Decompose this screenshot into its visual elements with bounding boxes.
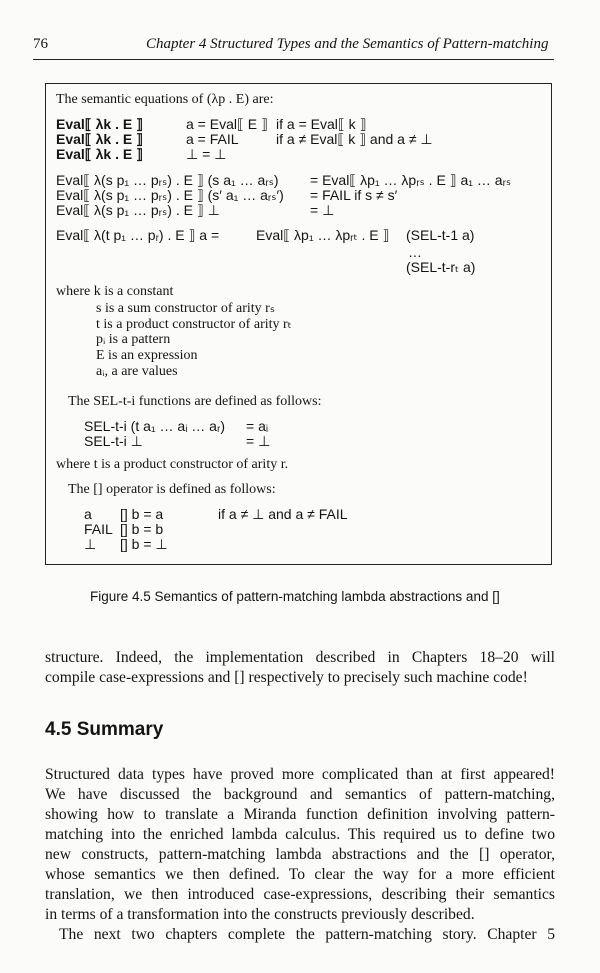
figure-caption: Figure 4.5 Semantics of pattern-matching lambda abstractions and [] xyxy=(90,589,500,604)
paragraph xyxy=(45,765,555,925)
figure-box xyxy=(45,83,552,565)
eq3-tag1: (SEL-t-1 a) xyxy=(406,227,475,243)
text-line: We have discussed the background and semantics of pattern-matching, xyxy=(45,786,555,803)
running-head: Chapter 4 Structured Types and the Semantics of Pattern-matching xyxy=(146,36,549,52)
eq1-cond: if a ≠ Eval⟦ k ⟧ and a ≠ ⊥ xyxy=(276,131,433,147)
text-line: showing how to translate a Miranda function definition involving pattern- xyxy=(45,806,555,823)
where-item: s is a sum constructor of arity rₛ xyxy=(96,301,276,316)
section-heading: 4.5 Summary xyxy=(45,719,164,740)
where-item: pᵢ is a pattern xyxy=(96,332,171,347)
paragraph xyxy=(45,925,555,945)
eq2-lhs: Eval⟦ λ(s p₁ … pᵣₛ) . E ⟧ (s a₁ … aᵣₛ) xyxy=(56,172,279,188)
eq2-rhs: = ⊥ xyxy=(310,202,335,218)
op-eq-lhs: FAIL xyxy=(84,521,113,537)
where-t: where t is a product constructor of arity r. xyxy=(56,457,289,472)
op-intro: The [] operator is defined as follows: xyxy=(68,482,276,497)
eq1-mid: ⊥ = ⊥ xyxy=(186,146,227,162)
text-line: Structured data types have proved more complicated than at first appeared! xyxy=(45,766,555,783)
sel-intro: The SEL-t-i functions are defined as follows: xyxy=(68,394,322,409)
paragraph xyxy=(45,648,555,688)
op-eq-rhs: [] b = ⊥ xyxy=(120,536,168,552)
eq2-rhs: = FAIL if s ≠ s′ xyxy=(310,187,398,203)
text-line: whose semantics we then defined. To clear the way for a more efficient xyxy=(45,866,555,883)
eq1-mid: a = Eval⟦ E ⟧ xyxy=(186,116,268,132)
op-eq-rhs: [] b = a xyxy=(120,506,164,522)
op-eq-cond: if a ≠ ⊥ and a ≠ FAIL xyxy=(218,506,348,522)
sel-eq-lhs: SEL-t-i ⊥ xyxy=(84,433,143,449)
where-intro: where k is a constant xyxy=(56,284,174,299)
text-line: matching into the enriched lambda calculus. This required us to define two xyxy=(45,826,555,843)
sel-eq-rhs: = ⊥ xyxy=(246,433,271,449)
eq1-cond: if a = Eval⟦ k ⟧ xyxy=(276,116,367,132)
page-number: 76 xyxy=(33,36,48,52)
text-line: translation, we then introduced case-expressions, describing their semantics xyxy=(45,886,555,903)
eq1-lhs: Eval⟦ λk . E ⟧ xyxy=(56,131,144,147)
text-line: The next two chapters complete the pattern-matching story. Chapter 5 xyxy=(59,926,555,943)
op-eq-rhs: [] b = b xyxy=(120,521,164,537)
where-item: aᵢ, a are values xyxy=(96,364,178,379)
where-item: t is a product constructor of arity rₜ xyxy=(96,317,292,332)
eq3-lhs: Eval⟦ λ(t p₁ … pᵣ) . E ⟧ a = xyxy=(56,227,220,243)
op-eq-lhs: a xyxy=(84,506,92,522)
eq2-rhs: = Eval⟦ λp₁ … λpᵣₛ . E ⟧ a₁ … aᵣₛ xyxy=(310,172,512,188)
sel-eq-rhs: = aᵢ xyxy=(246,418,269,434)
eq3-rhs: Eval⟦ λp₁ … λpᵣₜ . E ⟧ xyxy=(256,227,390,243)
eq1-lhs: Eval⟦ λk . E ⟧ xyxy=(56,116,144,132)
text-line: structure. Indeed, the implementation described in Chapters 18–20 will xyxy=(45,649,555,666)
eq3-tag2: (SEL-t-rₜ a) xyxy=(406,259,476,275)
text-line: in terms of a transformation into the constructs previously described. xyxy=(45,906,475,923)
text-line: compile case-expressions and [] respectively to precisely such machine code! xyxy=(45,669,528,686)
eq3-dots: … xyxy=(408,244,422,260)
eq1-mid: a = FAIL xyxy=(186,131,239,147)
op-eq-lhs: ⊥ xyxy=(84,536,97,552)
figure-intro: The semantic equations of (λp . E) are: xyxy=(56,92,274,107)
text-line: new constructs, pattern-matching lambda abstractions and the [] operator, xyxy=(45,846,555,863)
eq2-lhs: Eval⟦ λ(s p₁ … pᵣₛ) . E ⟧ ⊥ xyxy=(56,202,220,218)
eq2-lhs: Eval⟦ λ(s p₁ … pᵣₛ) . E ⟧ (s′ a₁ … aᵣₛ′) xyxy=(56,187,284,203)
sel-eq-lhs: SEL-t-i (t a₁ … aᵢ … aᵣ) xyxy=(84,418,225,434)
where-item: E is an expression xyxy=(96,348,198,363)
eq1-lhs: Eval⟦ λk . E ⟧ xyxy=(56,146,144,162)
header-rule xyxy=(33,59,554,60)
